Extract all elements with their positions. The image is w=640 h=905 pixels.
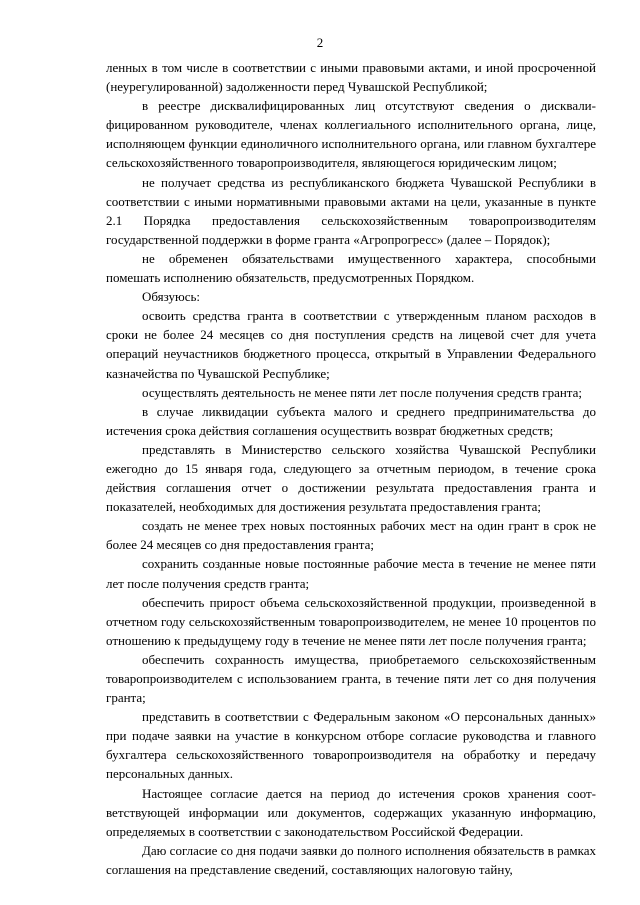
paragraph-activity-five-years: осуществлять деятельность не менее пяти лет после получения средств гранта; [142,384,583,400]
paragraph-obligations-heading: Обязуюсь: [142,289,201,305]
paragraph-annual-report: представлять в Министерство сельского хозяйства Чувашской Республики ежегодно до 15 января года, следующего за отчетным периодом, в течение срока действия соглашения отчет о достижении результата предоставления гранта и показателей, необходимых для достижения результата предоставления гранта; [106,441,596,515]
paragraph-production-growth: обеспечить прирост объема сельскохозяйственной продукции, произведенной в отчетном году сельскохозяйственным товаропроизводителем, не менее 10 процентов по отношению к предыдущему году в течение не менее пяти лет после получения гранта; [106,594,596,648]
document-body [106,58,596,879]
paragraph-grant-spending-term: освоить средства гранта в соответствии с утвержденным планом расходов в сроки не более 24 месяцев со дня поступления средств на лицевой счет для учета операций неучастников бюджетного процесса, открытый в Управлении Федерального казначейства по Чувашской Республике; [106,308,596,381]
paragraph-no-property-obligations: не обременен обязательствами имущественного характера, способными помешать исполнению обязательств, предусмотренных Порядком. [106,250,596,286]
paragraph-consent-period: Настоящее согласие дается на период до истечения сроков хранения соответствующей информации или документов, содержащих указанную информацию, определяемых в соответствии с законодательством Российской Федерации. [106,785,596,839]
paragraph-personal-data-consent: представить в соответствии с Федеральным законом «О персональных данных» при подаче заявки на участие в конкурсном отборе согласие руководства и главного бухгалтера сельскохозяйственного товаропроизводителя на обработку и передачу персональных данных. [106,709,596,782]
paragraph-property-safety: обеспечить сохранность имущества, приобретаемого сельскохозяйственным товаропроизводителем с использованием гранта, в течение пяти лет со дня получения гранта; [106,651,596,706]
paragraph-create-jobs: создать не менее трех новых постоянных рабочих мест на один грант в срок не более 24 месяцев со дня предоставления гранта; [106,518,596,553]
paragraph-tax-secret-consent: Даю согласие со дня подачи заявки до полного исполнения обязательств в рамках соглашения на представление сведений, составляющих налоговую тайну, [106,842,596,877]
paragraph-no-republic-budget-funds: не получает средства из республиканского бюджета Чувашской Республики в соответствии с иными нормативными правовыми актами на цели, указанные в пункте 2.1 Порядка предоставления сельскохозяйственным товаропроизводителям государственной поддержки в форме гранта «Агропрогресс» (далее – Порядок); [106,174,596,247]
page-number: 2 [316,35,324,50]
paragraph-keep-jobs: сохранить созданные новые постоянные рабочие места в течение не менее пяти лет после получения средств гранта; [106,556,596,591]
paragraph-liquidation-refund: в случае ликвидации субъекта малого и среднего предпринимательства до истечения срока действия соглашения осуществить возврат бюджетных средств; [106,403,596,438]
paragraph-disqualified-registry: в реестре дисквалифицированных лиц отсутствуют сведения о дисквалифицированном руководителе, членах коллегиального исполнительного органа, лице, исполняющем функции единоличного исполнительного органа, или главном бухгалтере сельскохозяйственного товаропроизводителя, являющегося юридическим лицом; [106,98,596,171]
paragraph-continuation: ленных в том числе в соответствии с иными правовыми актами, и иной просроченной (неурегулированной) задолженности перед Чувашской Республикой; [106,60,596,95]
